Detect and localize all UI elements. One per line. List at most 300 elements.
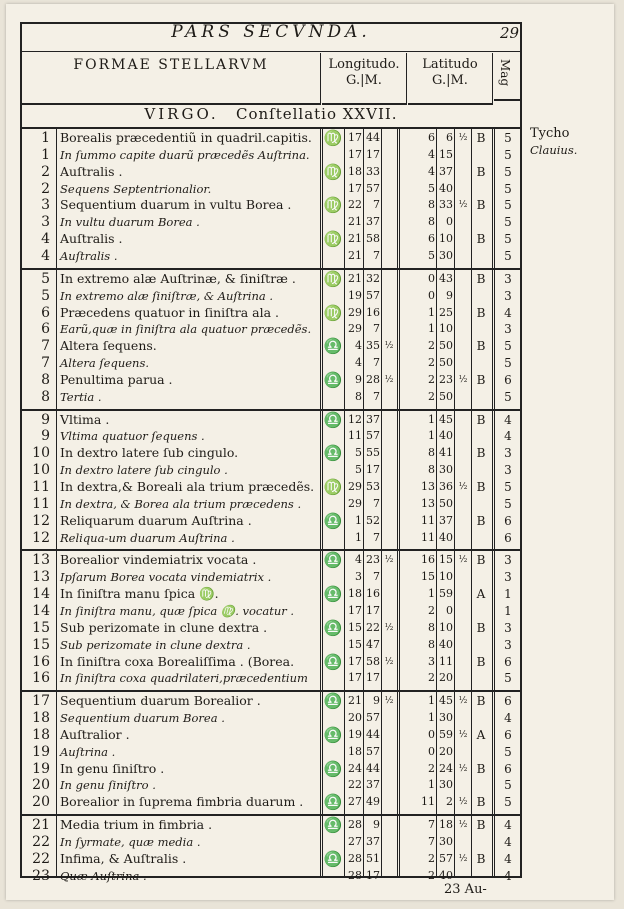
page-number: 29 — [500, 24, 520, 42]
star-lg: 21 — [348, 232, 362, 246]
star-row — [22, 372, 520, 388]
star-ag: 0 — [428, 727, 435, 741]
star-mag: 3 — [504, 288, 512, 303]
star-lg: 21 — [348, 215, 362, 229]
star-row — [22, 338, 520, 354]
star-mag: 5 — [504, 147, 512, 162]
star-lm: 9 — [373, 818, 380, 832]
star-num: 18 — [32, 726, 50, 743]
star-ag: 11 — [421, 795, 435, 809]
star-lm: 7 — [373, 570, 380, 584]
star-lm: 57 — [366, 429, 380, 443]
star-am: 57 — [439, 851, 453, 865]
star-row — [22, 761, 520, 777]
star-row-tycho — [22, 744, 520, 760]
star-sign: ♎ — [323, 816, 343, 835]
group-separator — [22, 268, 520, 270]
star-lg: 1 — [355, 513, 362, 527]
star-ns: B — [476, 818, 486, 833]
star-mag: 3 — [504, 570, 512, 585]
star-lm: 57 — [366, 288, 380, 302]
star-ag: 2 — [428, 761, 435, 775]
star-af: ½ — [458, 729, 468, 740]
star-row-tycho — [22, 637, 520, 653]
star-lg: 17 — [348, 603, 362, 617]
star-lg: 17 — [348, 131, 362, 144]
star-af: ½ — [458, 820, 468, 831]
star-ns: B — [476, 339, 486, 354]
star-num: 15 — [32, 619, 50, 636]
group-separator — [22, 409, 520, 411]
star-ns: A — [476, 727, 486, 742]
star-sign: ♎ — [323, 725, 343, 744]
star-name: Sub perizomate in clune dextra . — [60, 637, 251, 652]
star-row — [22, 271, 520, 287]
star-af: ½ — [458, 797, 468, 808]
star-num: 17 — [32, 693, 50, 710]
star-mag: 4 — [504, 412, 512, 427]
star-mag: 5 — [504, 778, 512, 793]
star-ag: 1 — [428, 778, 435, 792]
star-num: 6 — [41, 321, 50, 338]
star-lg: 20 — [348, 711, 362, 725]
star-ag: 1 — [428, 587, 435, 601]
star-ag: 0 — [428, 271, 435, 285]
star-af: ½ — [458, 763, 468, 774]
header-rule — [22, 51, 520, 52]
star-mag: 3 — [504, 553, 512, 568]
star-sign: ♎ — [323, 370, 343, 389]
star-num: 20 — [32, 794, 50, 811]
star-lm: 7 — [373, 496, 380, 510]
star-num: 2 — [41, 180, 50, 197]
star-am: 6 — [446, 131, 453, 144]
star-am: 20 — [439, 671, 453, 685]
star-num: 21 — [32, 817, 50, 834]
star-lg: 12 — [348, 412, 362, 426]
star-lm: 7 — [373, 322, 380, 336]
star-lm: 37 — [366, 778, 380, 792]
star-lm: 17 — [366, 147, 380, 161]
star-ag: 16 — [421, 553, 435, 567]
star-lf: ½ — [384, 555, 394, 566]
star-ns: B — [476, 412, 486, 427]
star-ag: 2 — [428, 339, 435, 353]
star-row — [22, 130, 520, 146]
star-row-tycho — [22, 214, 520, 230]
star-name: In vultu duarum Borea . — [60, 215, 200, 230]
star-sign: ♎ — [323, 618, 343, 637]
star-mag: 5 — [504, 480, 512, 494]
star-row-tycho — [22, 569, 520, 585]
column-header-name: FORMAE STELLARVM — [22, 53, 321, 105]
star-name: Earũ,quæ in ſiniſtra ala quatuor præcedẽs. — [60, 322, 312, 337]
star-lm: 57 — [366, 181, 380, 195]
star-name: In ſiniſtra coxa Borealiſſima . (Borea. — [60, 653, 295, 669]
star-am: 50 — [439, 389, 453, 403]
star-num: 15 — [32, 636, 50, 653]
star-mag: 5 — [504, 339, 512, 354]
star-num: 18 — [32, 710, 50, 727]
star-am: 25 — [439, 305, 453, 319]
star-row — [22, 445, 520, 461]
star-lm: 44 — [366, 761, 380, 775]
star-row — [22, 693, 520, 709]
star-ag: 0 — [428, 288, 435, 302]
star-ag: 1 — [428, 305, 435, 319]
star-am: 45 — [439, 694, 453, 708]
star-row-tycho — [22, 428, 520, 444]
star-lm: 37 — [366, 412, 380, 426]
star-ag: 1 — [428, 711, 435, 725]
star-ag: 8 — [428, 446, 435, 460]
latitude-label: Latitudo — [422, 57, 478, 72]
star-row-tycho — [22, 462, 520, 478]
star-mag: 5 — [504, 671, 512, 686]
star-lg: 17 — [348, 147, 362, 161]
star-mag: 5 — [504, 232, 512, 247]
star-lm: 7 — [373, 198, 380, 212]
star-name: Media trium in fimbria . — [60, 817, 213, 833]
star-name: In ſyrmate, quæ media . — [60, 835, 201, 849]
star-num: 19 — [32, 743, 50, 760]
star-am: 30 — [439, 463, 453, 477]
star-am: 10 — [439, 620, 453, 634]
star-mag: 3 — [504, 620, 512, 635]
longitude-units: G.|M. — [346, 73, 382, 88]
star-lm: 44 — [366, 131, 380, 144]
star-ag: 13 — [421, 480, 435, 493]
star-am: 40 — [439, 868, 453, 882]
star-num: 10 — [32, 462, 50, 479]
star-am: 40 — [439, 429, 453, 443]
star-name: Borealis præcedentiũ in quadril.capitis. — [60, 130, 312, 145]
star-sign: ♎ — [323, 759, 343, 778]
star-lm: 51 — [366, 851, 380, 865]
star-sign: ♍ — [323, 162, 343, 181]
star-num: 4 — [41, 247, 50, 264]
star-num: 7 — [41, 355, 50, 372]
star-lf: ½ — [384, 374, 394, 385]
star-row — [22, 851, 520, 867]
star-row-tycho — [22, 834, 520, 850]
star-ns: B — [476, 372, 486, 387]
table-frame — [20, 22, 522, 884]
star-lg: 21 — [348, 694, 362, 708]
star-num: 22 — [32, 850, 50, 867]
star-lm: 7 — [373, 356, 380, 370]
star-am: 50 — [439, 496, 453, 510]
star-lg: 4 — [355, 553, 362, 567]
star-lf: ½ — [384, 622, 394, 633]
star-lg: 4 — [355, 339, 362, 353]
star-lm: 28 — [366, 372, 380, 386]
star-mag: 4 — [504, 305, 512, 320]
star-lg: 4 — [355, 356, 362, 370]
star-lm: 7 — [373, 389, 380, 403]
column-header-magnitude — [494, 53, 520, 101]
star-am: 10 — [439, 322, 453, 336]
star-lm: 17 — [366, 463, 380, 477]
star-name: In ſummo capite duarũ præcedẽs Auſtrina. — [60, 147, 310, 162]
star-sign: ♎ — [323, 444, 343, 463]
star-num: 1 — [41, 146, 50, 163]
star-ag: 2 — [428, 851, 435, 865]
star-mag: 1 — [504, 603, 512, 618]
star-name: Auſtralior . — [60, 726, 130, 742]
magnitude-label: Mag — [498, 59, 512, 87]
star-ag: 2 — [428, 671, 435, 685]
star-sign: ♎ — [323, 849, 343, 868]
star-sign: ♍ — [323, 303, 343, 322]
star-mag: 5 — [504, 181, 512, 196]
star-mag: 4 — [504, 429, 512, 444]
star-mag: 4 — [504, 818, 512, 833]
star-lg: 29 — [348, 322, 362, 336]
star-name: Auſtralis . — [60, 231, 123, 247]
star-name: In extremo alæ ſiniſtræ, & Auſtrina . — [60, 288, 274, 303]
star-ag: 2 — [428, 372, 435, 386]
star-name: Borealior in ſuprema fimbria duarum . — [60, 794, 304, 810]
star-mag: 6 — [504, 372, 512, 387]
star-ns: B — [476, 198, 486, 213]
star-ag: 8 — [428, 215, 435, 229]
star-name: Sequentium duarum Borea . — [60, 711, 225, 726]
star-row — [22, 794, 520, 810]
star-lg: 3 — [355, 570, 362, 584]
star-lg: 5 — [355, 446, 362, 460]
star-num: 11 — [32, 479, 50, 495]
group-separator — [22, 549, 520, 551]
star-am: 40 — [439, 637, 453, 651]
star-lm: 7 — [373, 248, 380, 262]
star-sign: ♍ — [323, 478, 343, 496]
star-name: In ſiniſtra manu ſpica ♍. — [60, 586, 219, 602]
star-num: 8 — [41, 371, 50, 388]
star-name: Sequentium duarum in vultu Borea . — [60, 197, 292, 213]
star-lg: 29 — [348, 480, 362, 493]
star-af: ½ — [458, 200, 468, 211]
star-num: 9 — [41, 411, 50, 428]
star-am: 37 — [439, 513, 453, 527]
star-ag: 1 — [428, 322, 435, 336]
star-lm: 58 — [366, 654, 380, 668]
star-name: In dextra,& Boreali ala trium præcedẽs. — [60, 479, 315, 494]
star-am: 59 — [439, 727, 453, 741]
star-lm: 37 — [366, 835, 380, 848]
star-ag: 1 — [428, 694, 435, 708]
star-am: 36 — [439, 480, 453, 493]
star-ns: B — [476, 654, 486, 669]
star-ns: B — [476, 232, 486, 247]
star-num: 5 — [41, 287, 50, 304]
star-mag: 4 — [504, 868, 512, 883]
star-ag: 0 — [428, 744, 435, 758]
constellation-name: VIRGO. — [144, 105, 219, 123]
star-lm: 53 — [366, 480, 380, 493]
star-row-tycho — [22, 710, 520, 726]
star-af: ½ — [458, 696, 468, 707]
star-lm: 17 — [366, 868, 380, 882]
star-lg: 19 — [348, 727, 362, 741]
star-am: 9 — [446, 288, 453, 302]
star-ag: 5 — [428, 181, 435, 195]
star-lm: 44 — [366, 727, 380, 741]
star-lf: ½ — [384, 696, 394, 707]
constellation-heading — [22, 101, 520, 129]
star-num: 1 — [41, 130, 50, 146]
star-mag: 6 — [504, 530, 512, 545]
star-num: 4 — [41, 231, 50, 248]
star-lg: 17 — [348, 654, 362, 668]
star-row-tycho — [22, 288, 520, 304]
star-lg: 19 — [348, 288, 362, 302]
star-lm: 55 — [366, 446, 380, 460]
star-num: 9 — [41, 428, 50, 445]
star-num: 22 — [32, 834, 50, 850]
star-am: 30 — [439, 778, 453, 792]
star-ns: B — [476, 480, 486, 494]
star-name: In ſiniſtra manu, quæ ſpica ♍. vocatur . — [60, 603, 295, 618]
star-am: 50 — [439, 339, 453, 353]
star-am: 50 — [439, 356, 453, 370]
star-am: 33 — [439, 198, 453, 212]
star-ag: 6 — [428, 232, 435, 246]
catchword: 23 Au- — [444, 882, 487, 897]
star-lm: 7 — [373, 530, 380, 544]
star-num: 23 — [32, 867, 50, 884]
star-lg: 8 — [355, 389, 362, 403]
star-name: Sequentium duarum Borealior . — [60, 693, 261, 709]
star-ag: 11 — [421, 530, 435, 544]
star-lg: 18 — [348, 164, 362, 178]
star-ag: 1 — [428, 429, 435, 443]
star-num: 5 — [41, 270, 50, 287]
star-name: In dextra, & Borea ala trium præcedens . — [60, 496, 302, 511]
star-am: 11 — [439, 654, 453, 668]
star-am: 43 — [439, 271, 453, 285]
star-row — [22, 197, 520, 213]
star-mag: 5 — [504, 389, 512, 404]
star-lg: 28 — [348, 851, 362, 865]
star-name: Præcedens quatuor in ſiniſtra ala . — [60, 304, 280, 320]
star-name: Sequens Septentrionalior. — [60, 181, 212, 196]
star-mag: 6 — [504, 694, 512, 709]
star-ag: 8 — [428, 620, 435, 634]
star-lg: 21 — [348, 271, 362, 285]
star-mag: 1 — [504, 587, 512, 602]
star-num: 3 — [41, 197, 50, 214]
star-am: 20 — [439, 744, 453, 758]
star-ag: 11 — [421, 513, 435, 527]
star-name: In genu ſiniſtro . — [60, 778, 156, 793]
star-num: 12 — [32, 512, 50, 529]
star-row-tycho — [22, 355, 520, 371]
star-mag: 5 — [504, 496, 512, 511]
star-row-tycho — [22, 530, 520, 546]
star-ag: 4 — [428, 147, 435, 161]
star-am: 40 — [439, 181, 453, 195]
star-name: Auſtrina . — [60, 744, 116, 759]
star-lg: 28 — [348, 868, 362, 882]
star-ag: 2 — [428, 356, 435, 370]
star-ns: B — [476, 851, 486, 866]
star-am: 30 — [439, 711, 453, 725]
star-ns: B — [476, 446, 486, 461]
star-sign: ♎ — [323, 337, 343, 356]
star-am: 59 — [439, 587, 453, 601]
star-mag: 5 — [504, 248, 512, 263]
star-name: In dextro latere ſub cingulo . — [60, 463, 228, 478]
star-lg: 28 — [348, 818, 362, 832]
star-lg: 15 — [348, 637, 362, 651]
star-ag: 1 — [428, 412, 435, 426]
star-lm: 52 — [366, 513, 380, 527]
star-lg: 29 — [348, 496, 362, 510]
star-row — [22, 164, 520, 180]
star-am: 30 — [439, 248, 453, 262]
star-mag: 3 — [504, 637, 512, 652]
star-ns: B — [476, 164, 486, 179]
star-lg: 22 — [348, 778, 362, 792]
star-row-tycho — [22, 496, 520, 512]
star-lg: 22 — [348, 198, 362, 212]
margin-note-tycho: Tycho — [530, 126, 570, 141]
star-lm: 57 — [366, 744, 380, 758]
star-mag: 6 — [504, 727, 512, 742]
star-lm: 47 — [366, 637, 380, 651]
star-ns: A — [476, 587, 486, 602]
star-mag: 5 — [504, 356, 512, 371]
star-name: Borealior vindemiatrix vocata . — [60, 552, 257, 568]
star-mag: 4 — [504, 851, 512, 866]
star-lg: 29 — [348, 305, 362, 319]
star-sign: ♍ — [323, 230, 343, 249]
star-ag: 2 — [428, 389, 435, 403]
star-sign: ♎ — [323, 585, 343, 604]
star-am: 23 — [439, 372, 453, 386]
running-head: PARS SECVNDA. — [171, 22, 371, 42]
star-row — [22, 817, 520, 833]
star-lm: 57 — [366, 711, 380, 725]
star-am: 0 — [446, 603, 453, 617]
star-num: 2 — [41, 163, 50, 180]
star-sign: ♎ — [323, 511, 343, 530]
star-am: 41 — [439, 446, 453, 460]
star-num: 10 — [32, 445, 50, 462]
star-lg: 17 — [348, 671, 362, 685]
star-ns: B — [476, 694, 486, 709]
star-row — [22, 586, 520, 602]
star-mag: 5 — [504, 215, 512, 230]
star-ag: 7 — [428, 835, 435, 848]
star-row-tycho — [22, 389, 520, 405]
star-row — [22, 412, 520, 428]
star-lg: 27 — [348, 795, 362, 809]
star-mag: 5 — [504, 795, 512, 810]
star-am: 30 — [439, 835, 453, 848]
star-lm: 35 — [366, 339, 380, 353]
star-num: 11 — [32, 495, 50, 512]
star-num: 20 — [32, 777, 50, 794]
star-row — [22, 479, 520, 495]
star-lm: 17 — [366, 603, 380, 617]
star-row-tycho — [22, 777, 520, 793]
star-row — [22, 654, 520, 670]
star-name: Sub perizomate in clune dextra . — [60, 619, 268, 635]
star-name: Penultima parua . — [60, 371, 173, 387]
star-am: 45 — [439, 412, 453, 426]
